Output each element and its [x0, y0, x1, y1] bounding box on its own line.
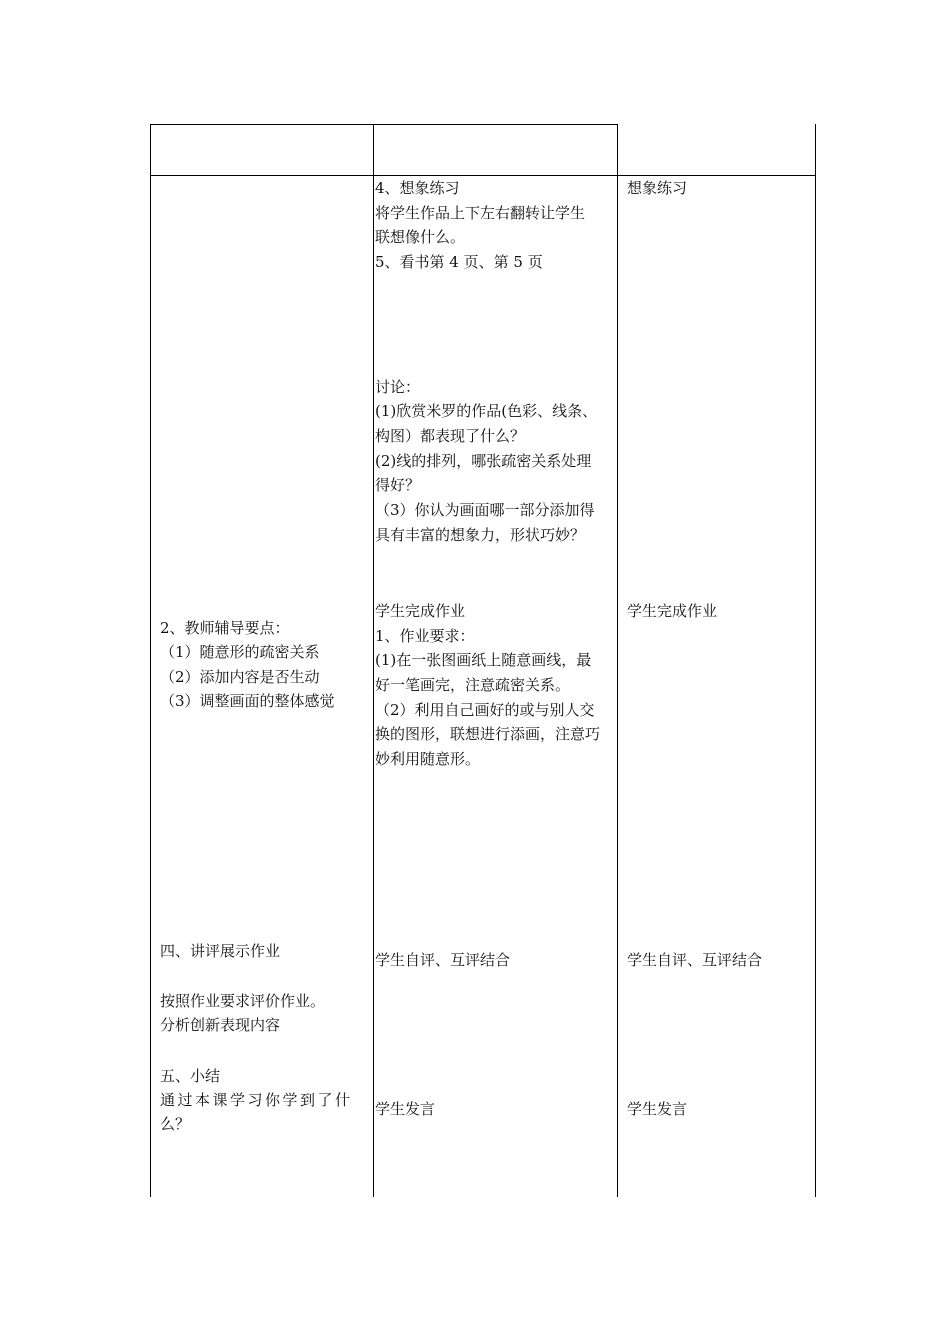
imagine-line: 联想像什么。: [375, 228, 466, 246]
homework-line: 学生完成作业: [375, 602, 466, 620]
homework-line: 妙利用随意形。: [375, 750, 481, 768]
tutor-point: （3）调整画面的整体感觉: [160, 692, 335, 710]
review-title: 四、讲评展示作业: [160, 942, 281, 960]
discussion-line: (2)线的排列，哪张疏密关系处理: [375, 452, 592, 470]
imagine-line: 4、想象练习: [375, 179, 460, 197]
discussion-line: 具有丰富的想象力，形状巧妙？: [375, 526, 586, 544]
review-line: 分析创新表现内容: [160, 1016, 281, 1034]
evaluation-text: 学生自评、互评结合: [375, 951, 511, 969]
imagine-label: 想象练习: [627, 179, 688, 197]
homework-line: （2）利用自己画好的或与别人交: [375, 701, 595, 719]
homework-line: 换的图形，联想进行添画，注意巧: [375, 725, 601, 743]
review-line: 按照作业要求评价作业。: [160, 992, 326, 1010]
tutor-point: （1）随意形的疏密关系: [160, 643, 320, 661]
table-col-divider-1: [373, 124, 374, 1197]
discussion-line: 得好？: [375, 476, 421, 494]
table-top-border-left: [150, 124, 618, 125]
table-right-border: [815, 124, 816, 1197]
summary-title: 五、小结: [160, 1067, 221, 1085]
discussion-line: （3）你认为画面哪一部分添加得: [375, 501, 595, 519]
evaluation-label: 学生自评、互评结合: [627, 951, 763, 969]
discussion-line: (1)欣赏米罗的作品(色彩、线条、: [375, 402, 598, 420]
homework-line: 1、作业要求：: [375, 627, 475, 645]
discussion-line: 构图）都表现了什么？: [375, 427, 526, 445]
tutor-title: 2、教师辅导要点：: [160, 619, 290, 637]
imagine-line: 5、看书第 4 页、第 5 页: [375, 253, 543, 271]
imagine-line: 将学生作品上下左右翻转让学生: [375, 204, 586, 222]
discussion-line: 讨论：: [375, 378, 421, 396]
tutor-point: （2）添加内容是否生动: [160, 668, 320, 686]
summary-line: 么？: [160, 1115, 191, 1133]
table-row-divider: [150, 175, 816, 176]
homework-line: (1)在一张图画纸上随意画线，最: [375, 651, 592, 669]
speech-text: 学生发言: [375, 1100, 436, 1118]
summary-line: 通过本课学习你学到了什: [160, 1091, 353, 1109]
speech-label: 学生发言: [627, 1100, 688, 1118]
homework-label: 学生完成作业: [627, 602, 718, 620]
table-col-divider-2: [617, 124, 618, 1197]
homework-line: 好一笔画完，注意疏密关系。: [375, 676, 571, 694]
table-left-border: [150, 124, 151, 1197]
